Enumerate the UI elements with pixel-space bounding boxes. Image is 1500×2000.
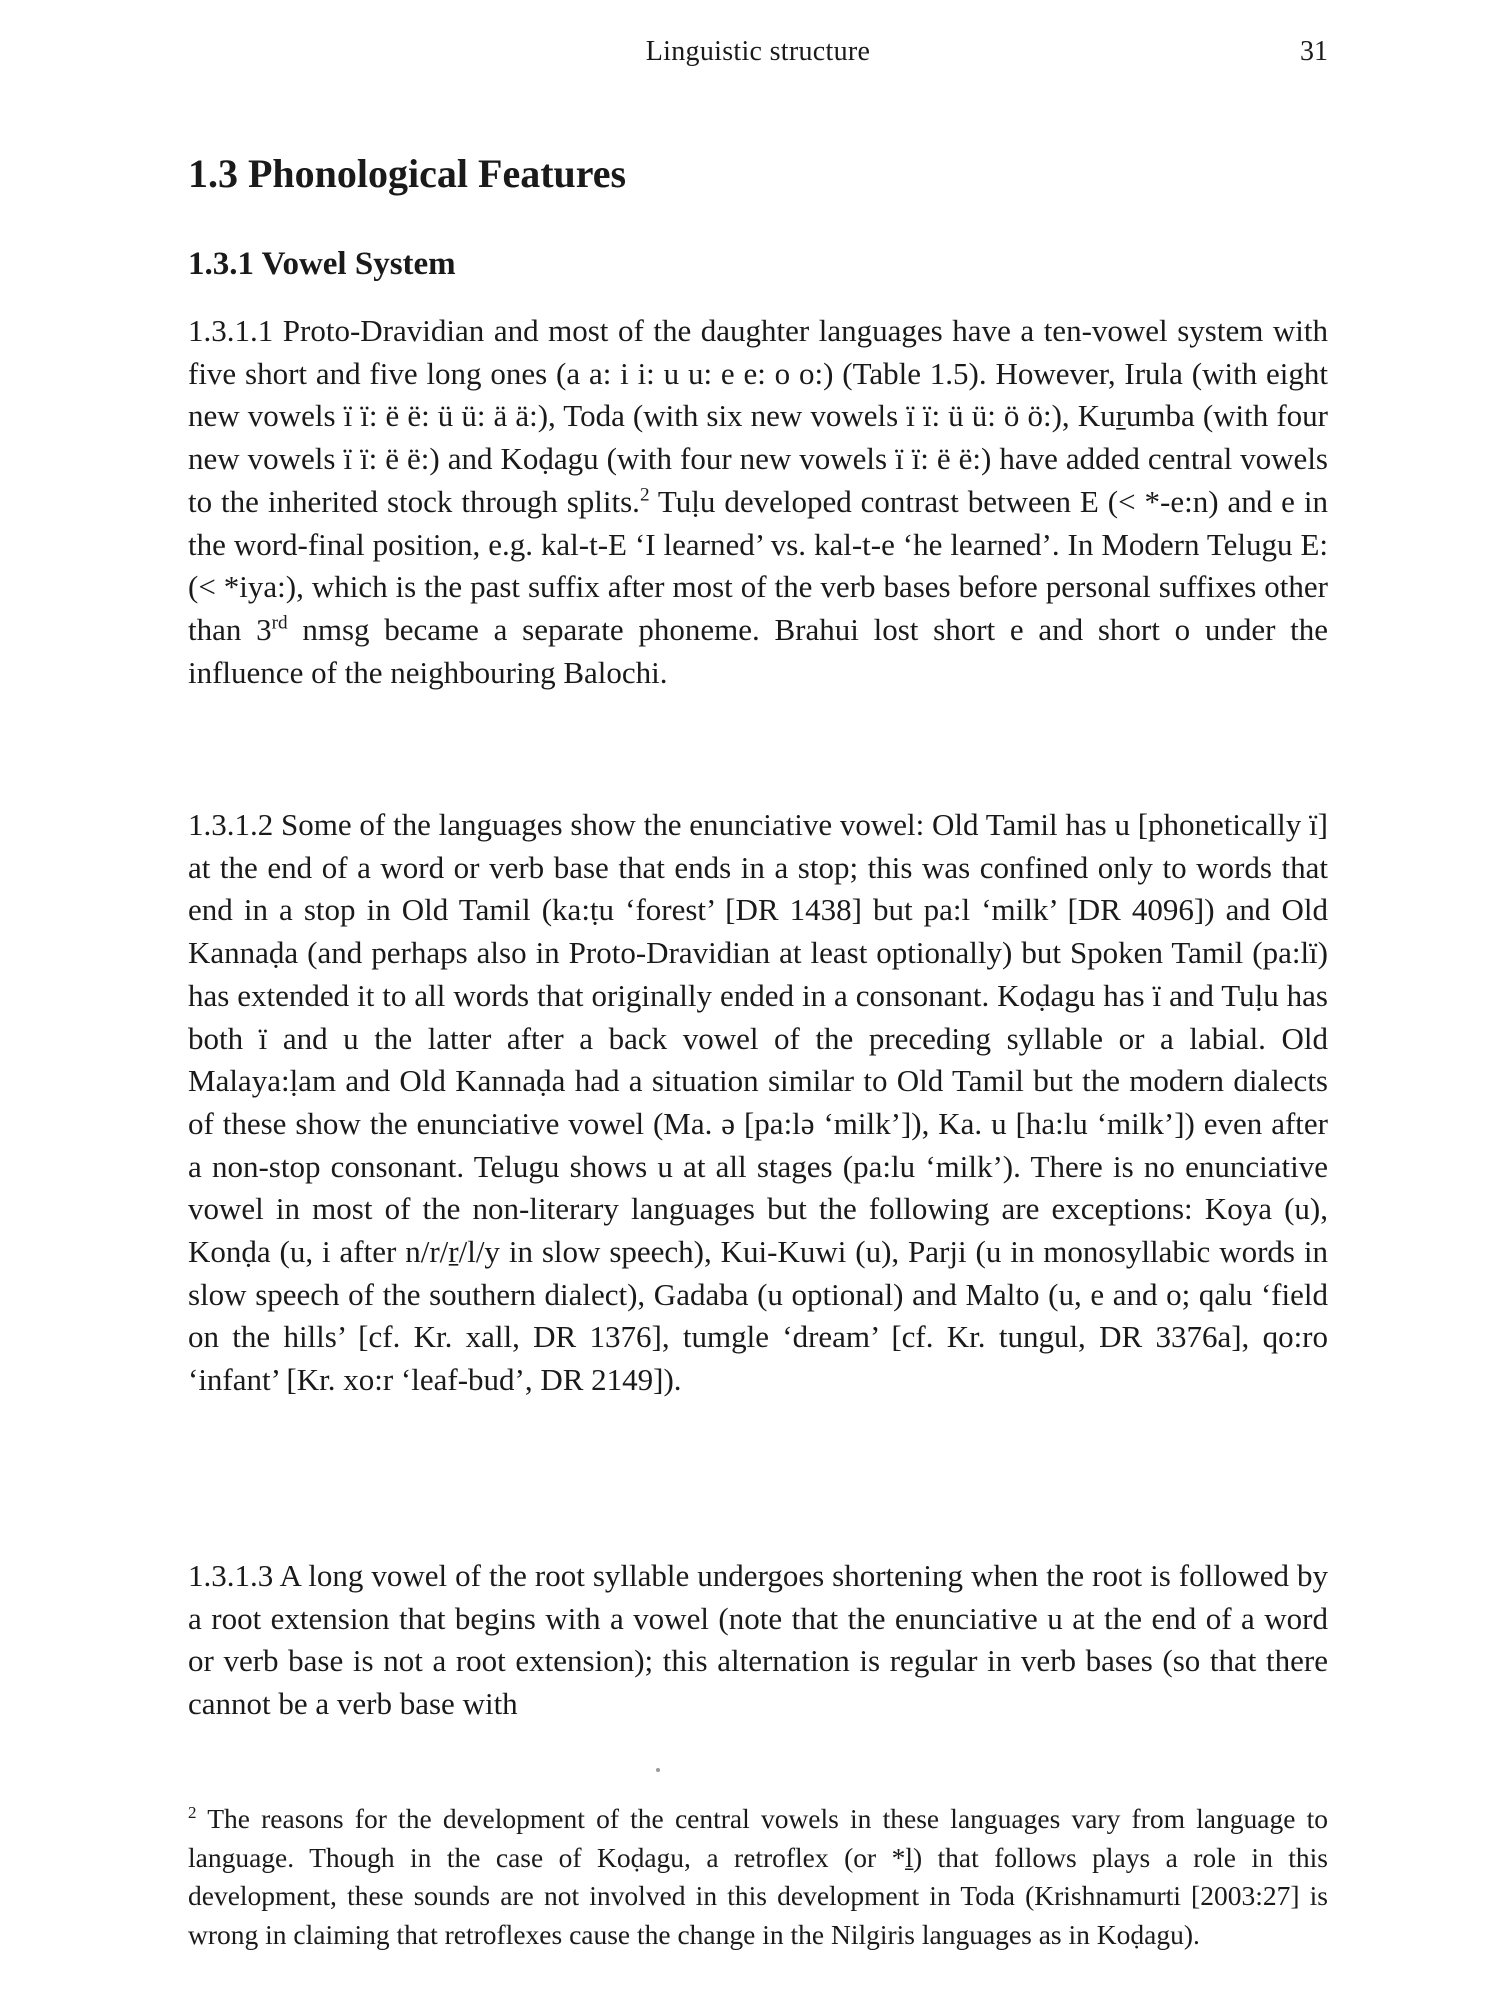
footnote-text: The reasons for the development of the central vowels in these languages vary from language to language. Though in the case of Koḍagu, a retroflex (or *ḻ) that follows plays a role in this development, these sounds are not involved in this development in Toda (Krishnamurti [2003:27] is wrong in claiming that retroflexes cause the change in the Nilgiris languages as in Koḍagu). — [188, 1803, 1328, 1950]
footnote-marker: 2 — [188, 1802, 197, 1822]
ordinal-suffix: rd — [271, 612, 288, 634]
paragraph-1-3-1-3: 1.3.1.3 A long vowel of the root syllable undergoes shortening when the root is followed by a root extension that begins with a vowel (note that the enunciative u at the end of a word or verb base is not a root extension); this alternation is regular in verb bases (so that there cannot be a verb base with — [188, 1558, 1328, 1722]
running-head — [188, 36, 1328, 76]
paragraph-1-3-1-2: 1.3.1.2 Some of the languages show the enunciative vowel: Old Tamil has u [phonetically ï] at the end of a word or verb base that ends in a stop; this was confined only to words that end in a stop in Old Tamil (ka:ṭu ‘forest’ [DR 1438] but pa:l ‘milk’ [DR 4096]) and Old Kannaḍa (and perhaps also in Proto-Dravidian at least optionally) but Spoken Tamil (pa:lï) has extended it to all words that originally ended in a consonant. Koḍagu has ï and Tuḷu has both ï and u the latter after a back vowel of the preceding syllable or a labial. Old Malaya:ḷam and Old Kannaḍa had a situation similar to Old Tamil but the modern dialects of these show the enunciative vowel (Ma. ə [pa:lə ‘milk’]), Ka. u [ha:lu ‘milk’]) even after a non-stop consonant. Telugu shows u at all stages (pa:lu ‘milk’). There is no enunciative vowel in most of the non-literary languages but the following are exceptions: Koya (u), Konḍa (u, i after n/r/ṟ/l/y in slow speech), Kui-Kuwi (u), Parji (u in monosyllabic words in slow speech of the southern dialect), Gadaba (u optional) and Malto (u, e and o; qalu ‘field on the hills’ [cf. Kr. xall, DR 1376], tumgle ‘dream’ [cf. Kr. tungul, DR 3376a], qo:ro ‘infant’ [Kr. xo:r ‘leaf-bud’, DR 2149]). — [188, 807, 1328, 1398]
paragraph-text: nmsg became a separate phoneme. Brahui lost short e and short o under the influence of the neighbouring Balochi. — [188, 611, 1329, 690]
paragraph-text: Tuḷu developed contrast between E (< *-e:n) and e in the word-final position, e.g. kal-t-E ‘I learned’ vs. kal-t-e ‘he learned’. In Modern Telugu E: (< *iya:), which is the past suffix after most of the verb bases before personal suffixes other than 3 — [188, 483, 1328, 647]
page-number: 31 — [1300, 36, 1328, 67]
footnote-2 — [188, 1800, 1328, 1954]
subsection-title: 1.3.1 Vowel System — [188, 246, 456, 282]
paragraph-text: 1.3.1.1 Proto-Dravidian and most of the daughter languages have a ten-vowel system with five short and five long ones (a a: i i: u u: e e: o o:) (Table 1.5). However, Irula (with eight new vowels ï ï: ë ë: ü ü: ä ä:), Toda (with six new vowels ï ï: ü ü: ö ö:), Kuṟumba (with four new vowels ï ï: ë ë:) and Koḍagu (with four new vowels ï ï: ë ë:) have added central vowels to the inherited stock through splits. — [188, 313, 1328, 519]
footnote-reference: 2 — [639, 484, 650, 506]
running-title: Linguistic structure — [645, 36, 871, 67]
footnote-separator-mark — [656, 1768, 660, 1772]
section-title: 1.3 Phonological Features — [188, 151, 627, 196]
book-page — [188, 0, 1328, 2000]
paragraph-1-3-1-1 — [188, 310, 1328, 694]
